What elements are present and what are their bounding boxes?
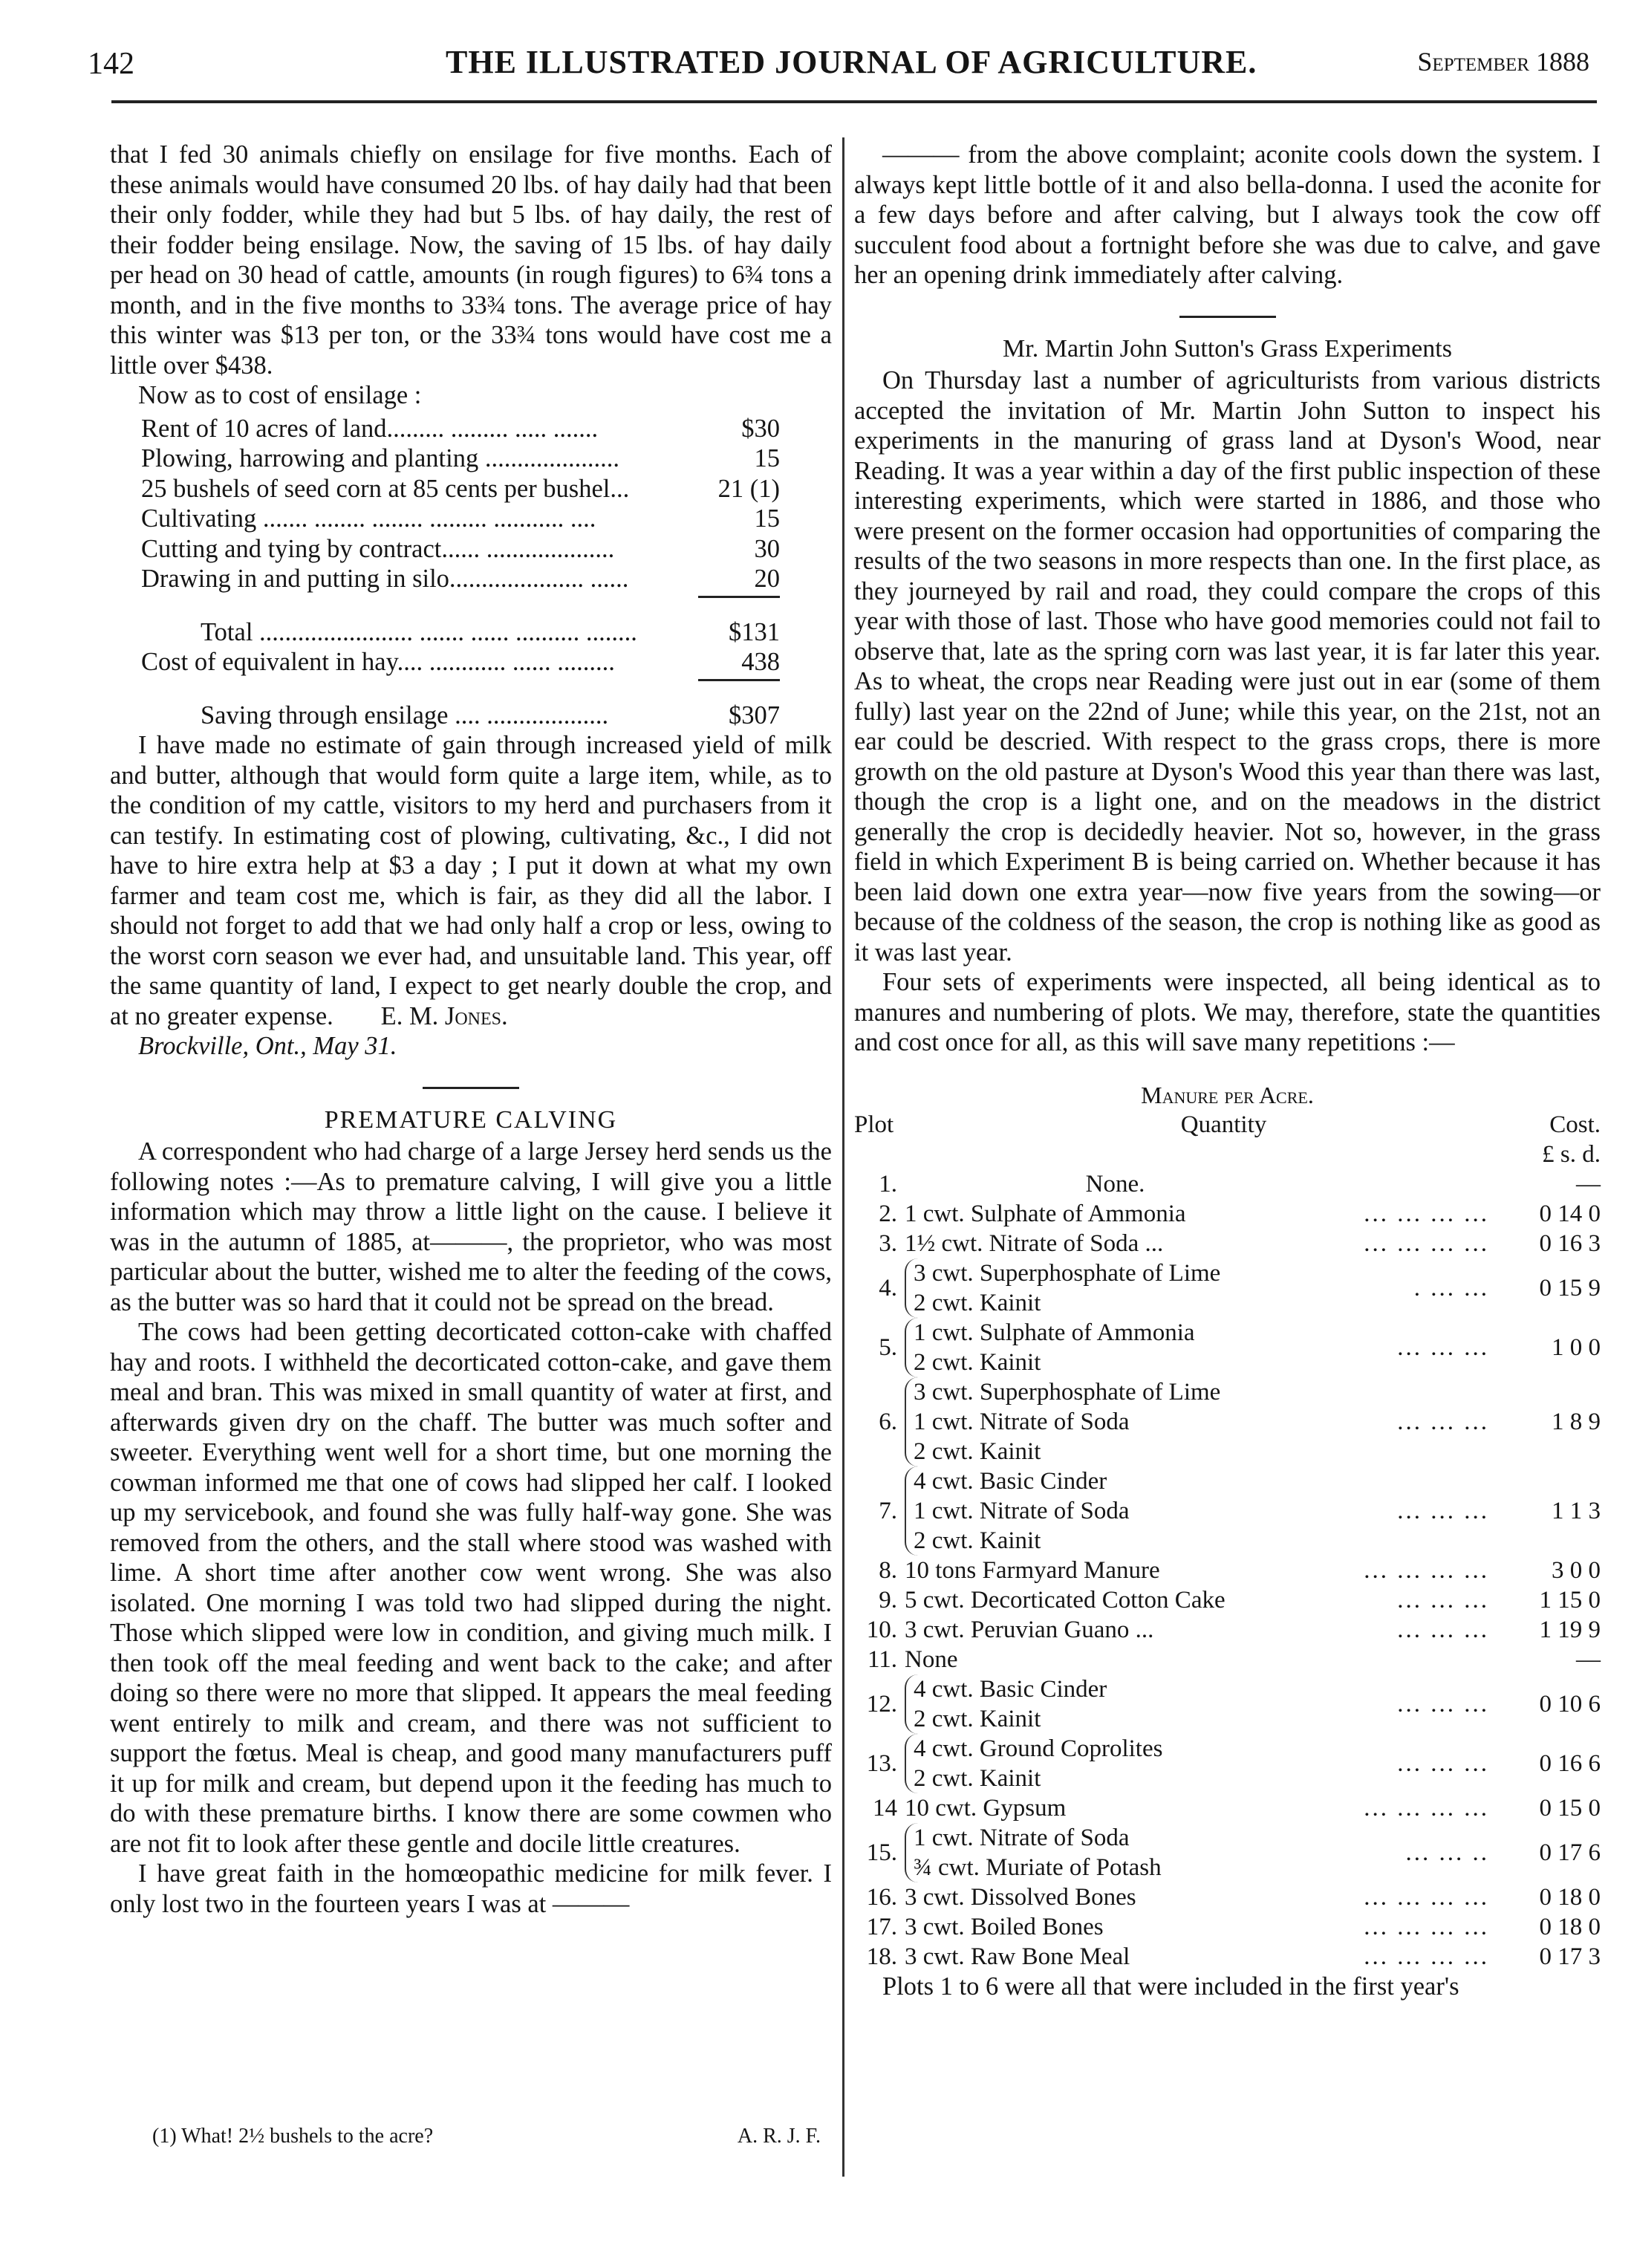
table-row bbox=[854, 1556, 1601, 1585]
manure-quantity bbox=[905, 1615, 1326, 1645]
header-rule bbox=[111, 100, 1597, 103]
leader-dots: ... ... ... ... bbox=[1364, 1794, 1489, 1822]
manure-item: 2 cwt. Kainit bbox=[914, 1764, 1041, 1792]
total-row bbox=[141, 617, 780, 648]
manure-item: 1 cwt. Sulphate of Ammonia bbox=[905, 1200, 1186, 1227]
manure-item: 2 cwt. Kainit bbox=[914, 1437, 1041, 1465]
manure-cost: 0 15 9 bbox=[1539, 1274, 1601, 1302]
plot-number: 5. bbox=[879, 1333, 897, 1361]
manure-cost: — bbox=[1576, 1645, 1601, 1673]
total-amount: $131 bbox=[729, 617, 780, 646]
saving-label: Saving through ensilage .... ................... bbox=[201, 701, 609, 730]
cost-intro: Now as to cost of ensilage : bbox=[138, 381, 422, 409]
plot-header: Plot bbox=[854, 1111, 894, 1138]
manure-quantity bbox=[905, 1258, 1326, 1318]
ensilage-paragraph: that I fed 30 animals chiefly on ensilage for five months. Each of these animals would have consumed 20 lbs. of hay daily had that been their only fodder, while they had but 5 lbs. of hay daily, the rest of their fodder being ensilage. Now, the saving of 15 lbs. of hay daily per head on 30 head of cattle, amounts (in rough figures) to 6¾ tons a month, and in the five months to 33¾ tons. The average price of hay this winter was $13 per ton, or the 33¾ tons would have cost me a little over $438. bbox=[110, 140, 832, 380]
manure-item: ¾ cwt. Muriate of Potash bbox=[914, 1853, 1162, 1881]
cost-label: Cutting and tying by contract...... .................... bbox=[141, 534, 615, 563]
table-row bbox=[854, 1674, 1601, 1734]
leader-dots: ... ... ... bbox=[1397, 1749, 1489, 1777]
manure-item: 3 cwt. Dissolved Bones bbox=[905, 1883, 1136, 1911]
plot-number: 16. bbox=[866, 1883, 897, 1911]
section-separator bbox=[1179, 316, 1276, 318]
leader-dots: ... ... ... bbox=[1397, 1408, 1489, 1435]
quantity-header: Quantity bbox=[1180, 1111, 1267, 1138]
manure-quantity bbox=[905, 1793, 1326, 1823]
left-column bbox=[110, 140, 832, 1919]
issue-date: September 1888 bbox=[1417, 47, 1589, 77]
manure-cost: 0 17 3 bbox=[1539, 1943, 1601, 1970]
footnote-signature: A. R. J. F. bbox=[737, 2125, 821, 2148]
saving-amount: $307 bbox=[729, 701, 780, 730]
plot-number: 14 bbox=[873, 1794, 897, 1822]
manure-quantity bbox=[905, 1377, 1326, 1466]
estimate-paragraph bbox=[110, 730, 832, 1031]
manure-item: 1 cwt. Nitrate of Soda bbox=[914, 1497, 1130, 1524]
manure-item: 1 cwt. Sulphate of Ammonia bbox=[914, 1319, 1195, 1346]
plot-number: 3. bbox=[879, 1229, 897, 1257]
table-row bbox=[854, 1793, 1601, 1823]
manure-cost: 1 8 9 bbox=[1552, 1408, 1601, 1435]
manure-item: 10 tons Farmyard Manure bbox=[905, 1556, 1160, 1584]
manure-item: 3 cwt. Superphosphate of Lime bbox=[914, 1378, 1221, 1406]
manure-item: 5 cwt. Decorticated Cotton Cake bbox=[905, 1586, 1226, 1614]
plot-number: 1. bbox=[879, 1170, 897, 1198]
manure-quantity bbox=[905, 1229, 1326, 1258]
sum-rule bbox=[698, 679, 780, 681]
table-row bbox=[854, 1585, 1601, 1615]
cost-row bbox=[141, 564, 780, 594]
section-title-premature-calving: PREMATURE CALVING bbox=[324, 1105, 618, 1134]
manure-item: 2 cwt. Kainit bbox=[914, 1705, 1041, 1732]
plot-number: 2. bbox=[879, 1200, 897, 1227]
saving-row bbox=[141, 701, 780, 731]
manure-cost: 0 15 0 bbox=[1539, 1794, 1601, 1822]
continuation-paragraph: ——— from the above complaint; aconite cools down the system. I always kept little bottle of it and also bella-donna. I used the aconite for a few days before and after calving, but I always took the cow off succulent food about a fortnight before she was due to calve, and gave her an opening drink immediately after calving. bbox=[854, 140, 1601, 289]
page-number: 142 bbox=[88, 47, 134, 81]
manure-quantity bbox=[905, 1912, 1326, 1942]
cost-amount: 30 bbox=[754, 534, 780, 563]
manure-cost: — bbox=[1576, 1170, 1601, 1198]
cost-label: Plowing, harrowing and planting ..................... bbox=[141, 444, 619, 472]
table-row bbox=[854, 1377, 1601, 1466]
cost-amount: 15 bbox=[754, 504, 780, 533]
plot-number: 6. bbox=[879, 1408, 897, 1435]
manure-item: 2 cwt. Kainit bbox=[914, 1527, 1041, 1554]
manure-item: 3 cwt. Superphosphate of Lime bbox=[914, 1259, 1221, 1287]
table-row bbox=[854, 1229, 1601, 1258]
dateline: Brockville, Ont., May 31. bbox=[138, 1032, 397, 1060]
manure-quantity bbox=[905, 1169, 1326, 1199]
manure-item: 4 cwt. Basic Cinder bbox=[914, 1467, 1107, 1495]
manure-quantity bbox=[905, 1674, 1326, 1734]
column-rule bbox=[842, 137, 844, 2177]
plot-number: 8. bbox=[879, 1556, 897, 1584]
section-title-grass-experiments: Mr. Martin John Sutton's Grass Experiments bbox=[1003, 334, 1452, 363]
leader-dots: ... ... ... bbox=[1397, 1690, 1489, 1718]
manure-quantity bbox=[905, 1556, 1326, 1585]
table-row bbox=[854, 1199, 1601, 1229]
table-caption: Manure per Acre. bbox=[1141, 1081, 1314, 1108]
manure-cost: 1 15 0 bbox=[1539, 1586, 1601, 1614]
plot-number: 4. bbox=[879, 1274, 897, 1302]
table-row bbox=[854, 1942, 1601, 1972]
leader-dots: ... ... ... ... bbox=[1364, 1883, 1489, 1911]
table-row bbox=[854, 1615, 1601, 1645]
cost-amount: 20 bbox=[754, 565, 780, 593]
leader-dots: ... ... .. bbox=[1405, 1839, 1489, 1866]
plot-number: 11. bbox=[867, 1645, 897, 1673]
cost-row bbox=[141, 474, 780, 504]
manure-item: 2 cwt. Kainit bbox=[914, 1289, 1041, 1316]
manure-quantity bbox=[905, 1942, 1326, 1972]
experiments-paragraph: On Thursday last a number of agriculturists from various districts accepted the invitation of Mr. Martin John Sutton to inspect his experiments in the manuring of grass land at Dyson's Wood, near Reading. It was a year within a day of the first public inspection of these interesting experiments, which were started in 1886, and those who were present on the former occasion had opportunities of comparing the results of the two seasons in more respects than one. In the first place, as they journeyed by rail and road, they could compare the crops of this year with those of last. Those who have good memories could not fail to observe that, late as the spring corn was last year, it is far later this year. As to wheat, the crops near Reading were just out in ear (some of them fully) last year on the 22nd of June; while this year, on the 21st, not an ear could be descried. With respect to the grass crops, there is more growth on the old pasture at Dyson's Wood this year than there was last, though the crop is a light one, and on the meadows in the district generally the crop is decidedly heavier. Not so, however, in the grass field in which Experiment B is being carried on. Whether because it has been laid down one extra year—now five years from the sowing—or because of the coldness of the season, the crop is nothing like as good as it was last year. bbox=[854, 366, 1601, 966]
author-signature: E. M. Jones. bbox=[380, 1001, 508, 1030]
calving-paragraph: The cows had been getting decorticated cotton-cake with chaffed hay and roots. I withheld the decorticated cotton-cake, and gave them meal and bran. This was mixed in small quantity of water at first, and afterwards given dry on the chaff. The butter was much softer and sweeter. Everything went well for a short time, but one morning the cowman informed me that one of cows had slipped her calf. I looked up my servicebook, and found she was fully half-way gone. She was removed from the others, and the stall where stood was washed with lime. A short time after another cow went wrong. She was also isolated. One morning I was told two had slipped during the night. Those which slipped were low in condition, and giving much milk. I then took off the meal feeding and went back to the cake; and after doing so there were no more that slipped. It appears the meal feeding went entirely to milk and cream, and there was not sufficient to support the fœtus. Meal is cheap, and good many manufacturers puff it up for milk and cream, but depend upon it the feeding has much to do with these premature births. I know there are some cowmen who are not fit to look after these gentle and docile little creatures. bbox=[110, 1318, 832, 1858]
plot-number: 7. bbox=[879, 1497, 897, 1524]
table-row bbox=[854, 1823, 1601, 1882]
equivalent-row bbox=[141, 647, 780, 678]
leader-dots: ... ... ... ... bbox=[1364, 1556, 1489, 1584]
table-row bbox=[854, 1645, 1601, 1674]
cost-amount: $30 bbox=[741, 414, 780, 443]
table-header bbox=[854, 1110, 1601, 1140]
plot-number: 10. bbox=[866, 1616, 897, 1643]
cost-row bbox=[141, 504, 780, 534]
calving-paragraph: I have great faith in the homœopathic medicine for milk fever. I only lost two in the fourteen years I was at ——— bbox=[110, 1859, 832, 1918]
cost-label: Drawing in and putting in silo..................... ...... bbox=[141, 565, 629, 593]
manure-quantity bbox=[905, 1823, 1326, 1882]
cost-label: Cultivating ....... ........ ........ ......... ........... .... bbox=[141, 504, 596, 533]
cost-row bbox=[141, 443, 780, 474]
manure-item: None bbox=[905, 1645, 958, 1673]
right-column bbox=[854, 140, 1601, 2001]
leader-dots: ... ... ... ... bbox=[1364, 1913, 1489, 1940]
leader-dots: ... ... ... ... bbox=[1364, 1229, 1489, 1257]
manure-cost: 3 0 0 bbox=[1552, 1556, 1601, 1584]
manure-item: 1½ cwt. Nitrate of Soda ... bbox=[905, 1229, 1164, 1257]
manure-cost: 1 1 3 bbox=[1552, 1497, 1601, 1524]
manure-cost: 0 10 6 bbox=[1539, 1690, 1601, 1718]
manure-table bbox=[854, 1080, 1601, 1972]
table-row bbox=[854, 1318, 1601, 1377]
manure-item: 1 cwt. Nitrate of Soda bbox=[914, 1824, 1130, 1851]
manure-item: 3 cwt. Boiled Bones bbox=[905, 1913, 1104, 1940]
table-row bbox=[854, 1734, 1601, 1793]
cost-units: £ s. d. bbox=[1542, 1140, 1601, 1168]
manure-quantity bbox=[905, 1585, 1326, 1615]
cost-row bbox=[141, 534, 780, 565]
manure-item: 4 cwt. Ground Coprolites bbox=[914, 1735, 1163, 1762]
cost-label: 25 bushels of seed corn at 85 cents per bushel... bbox=[141, 474, 630, 503]
plot-number: 13. bbox=[866, 1749, 897, 1777]
manure-cost: 0 18 0 bbox=[1539, 1913, 1601, 1940]
experiments-paragraph: Four sets of experiments were inspected, all being identical as to manures and numbering of plots. We may, therefore, state the quantities and cost once for all, as this will save many repetitions :— bbox=[854, 968, 1601, 1056]
section-separator bbox=[423, 1087, 519, 1089]
equivalent-label: Cost of equivalent in hay.... ............ ...... ......... bbox=[141, 648, 615, 676]
journal-title: THE ILLUSTRATED JOURNAL OF AGRICULTURE. bbox=[446, 44, 1257, 80]
manure-cost: 0 17 6 bbox=[1539, 1839, 1601, 1866]
leader-dots: ... ... ... bbox=[1397, 1497, 1489, 1524]
equivalent-amount: 438 bbox=[741, 648, 780, 676]
trailing-paragraph: Plots 1 to 6 were all that were included in the first year's bbox=[882, 1972, 1459, 2001]
cost-row bbox=[141, 414, 780, 444]
units-header-row bbox=[854, 1140, 1601, 1169]
leader-dots: ... ... ... ... bbox=[1364, 1943, 1489, 1970]
sum-rule bbox=[698, 596, 780, 598]
manure-item: 10 cwt. Gypsum bbox=[905, 1794, 1067, 1822]
leader-dots: ... ... ... bbox=[1397, 1586, 1489, 1614]
manure-cost: 0 14 0 bbox=[1539, 1200, 1601, 1227]
total-label: Total ........................ ....... ...... .......... ........ bbox=[201, 617, 637, 646]
plot-number: 12. bbox=[866, 1690, 897, 1718]
plot-number: 18. bbox=[866, 1943, 897, 1970]
manure-item: 4 cwt. Basic Cinder bbox=[914, 1675, 1107, 1703]
manure-cost: 0 18 0 bbox=[1539, 1883, 1601, 1911]
manure-quantity bbox=[905, 1882, 1326, 1912]
table-row bbox=[854, 1882, 1601, 1912]
leader-dots: ... ... ... bbox=[1397, 1616, 1489, 1643]
manure-quantity bbox=[905, 1199, 1326, 1229]
plot-number: 9. bbox=[879, 1586, 897, 1614]
cost-header: Cost. bbox=[1549, 1111, 1601, 1138]
manure-item: None. bbox=[1085, 1170, 1145, 1198]
manure-item: 1 cwt. Nitrate of Soda bbox=[914, 1408, 1130, 1435]
calving-paragraph: A correspondent who had charge of a large Jersey herd sends us the following notes :—As to premature calving, I will give you a little information which may throw a little light on the cause. I believe it was in the autumn of 1885, at———, the proprietor, who was most particular about the butter, wished me to alter the feeding of the cows, as the butter was so hard that it could not be spread on the bread. bbox=[110, 1137, 832, 1316]
footnote-text: (1) What! 2½ bushels to the acre? bbox=[152, 2125, 434, 2148]
table-body bbox=[854, 1169, 1601, 1972]
leader-dots: . ... ... bbox=[1413, 1274, 1489, 1302]
plot-number: 17. bbox=[866, 1913, 897, 1940]
cost-amount: 15 bbox=[754, 444, 780, 472]
manure-cost: 1 0 0 bbox=[1552, 1333, 1601, 1361]
table-row bbox=[854, 1912, 1601, 1942]
leader-dots: ... ... ... bbox=[1397, 1333, 1489, 1361]
cost-ledger bbox=[141, 414, 780, 731]
manure-item: 2 cwt. Kainit bbox=[914, 1348, 1041, 1376]
table-row bbox=[854, 1258, 1601, 1318]
cost-label: Rent of 10 acres of land......... ......... ..... ....... bbox=[141, 414, 599, 443]
plot-number: 15. bbox=[866, 1839, 897, 1866]
manure-quantity bbox=[905, 1645, 1326, 1674]
estimate-text: I have made no estimate of gain through increased yield of milk and butter, although that would form quite a large item, while, as to the condition of my cattle, visitors to my herd and purchasers from it can testify. In estimating cost of plowing, cultivating, &c., I did not have to hire extra help at $3 a day ; I put it down at what my own farmer and team cost me, which is fair, as they did all the labor. I should not forget to add that we had only half a crop or less, owing to the worst corn season we ever had, and unsuitable land. This year, off the same quantity of land, I expect to get nearly double the crop, and at no greater expense. bbox=[110, 731, 832, 1030]
leader-dots: ... ... ... ... bbox=[1364, 1200, 1489, 1227]
manure-cost: 0 16 3 bbox=[1539, 1229, 1601, 1257]
cost-amount: 21 (1) bbox=[717, 474, 780, 503]
manure-quantity bbox=[905, 1734, 1326, 1793]
footnote bbox=[152, 2125, 821, 2148]
manure-item: 3 cwt. Raw Bone Meal bbox=[905, 1943, 1130, 1970]
manure-cost: 0 16 6 bbox=[1539, 1749, 1601, 1777]
manure-item: 3 cwt. Peruvian Guano ... bbox=[905, 1616, 1154, 1643]
table-row bbox=[854, 1466, 1601, 1556]
table-row bbox=[854, 1169, 1601, 1199]
manure-cost: 1 19 9 bbox=[1539, 1616, 1601, 1643]
manure-quantity bbox=[905, 1318, 1326, 1377]
manure-quantity bbox=[905, 1466, 1326, 1556]
